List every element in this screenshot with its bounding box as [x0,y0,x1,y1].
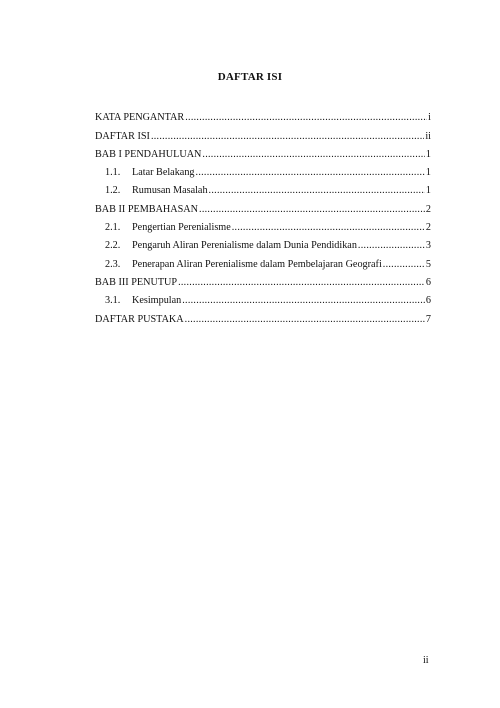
toc-entry[interactable] [95,106,431,124]
leader-dots [383,259,425,271]
toc-entry[interactable] [95,143,431,161]
leader-dots [199,204,425,216]
toc-entry-page: 6 [425,276,431,288]
toc-entry-number: 2.1. [105,222,121,234]
toc-entry-page: 7 [425,313,431,325]
toc-entry[interactable] [95,271,431,289]
toc-entry-page: 1 [425,148,431,160]
toc-entry-page: ii [425,130,431,142]
toc-entry-title: BAB III PENUTUP [95,276,178,288]
page-number: ii [423,655,429,666]
toc-subentry[interactable] [95,216,431,234]
toc-entry[interactable] [95,307,431,325]
toc-entry-page: 2 [425,222,431,234]
toc-entry-title: BAB II PEMBAHASAN [95,203,199,215]
toc-entry-page: 3 [425,240,431,252]
toc-entry-page: 6 [425,295,431,307]
toc-subentry[interactable] [95,289,431,307]
toc-entry-title: Latar Belakang [132,167,195,179]
toc-entry-title: Pengertian Perenialisme [132,222,231,234]
toc-subentry[interactable] [95,234,431,252]
toc-entry-number: 2.2. [105,240,121,252]
toc-entry-page: 5 [425,258,431,270]
toc-subentry[interactable] [95,252,431,270]
toc-entry-number: 3.1. [105,295,121,307]
leader-dots [185,112,427,124]
toc-entry-title: DAFTAR ISI [95,130,150,142]
leader-dots [196,167,425,179]
toc-entry-title: Kesimpulan [132,295,182,307]
leader-dots [151,131,424,143]
table-of-contents [95,106,431,326]
leader-dots [202,149,425,161]
toc-entry-title: Penerapan Aliran Perenialisme dalam Pembelajaran Geografi [132,258,382,270]
toc-entry-number: 1.1. [105,167,121,179]
toc-subentry[interactable] [95,161,431,179]
toc-entry-page: i [428,112,431,124]
toc-subentry[interactable] [95,179,431,197]
toc-entry-title: KATA PENGANTAR [95,112,185,124]
toc-entry[interactable] [95,197,431,215]
toc-entry-title: DAFTAR PUSTAKA [95,313,184,325]
leader-dots [358,240,425,252]
toc-entry-title: Rumusan Masalah [132,185,208,197]
toc-entry-page: 1 [425,185,431,197]
leader-dots [185,314,425,326]
leader-dots [209,185,425,197]
leader-dots [178,277,425,289]
leader-dots [232,222,425,234]
toc-entry-number: 2.3. [105,258,121,270]
toc-entry-title: BAB I PENDAHULUAN [95,148,202,160]
toc-entry-page: 1 [425,167,431,179]
toc-entry-title: Pengaruh Aliran Perenialisme dalam Dunia Pendidikan [132,240,357,252]
toc-entry-page: 2 [425,203,431,215]
toc-entry-number: 1.2. [105,185,121,197]
leader-dots [182,295,425,307]
toc-entry[interactable] [95,124,431,142]
page-title: DAFTAR ISI [217,71,283,83]
